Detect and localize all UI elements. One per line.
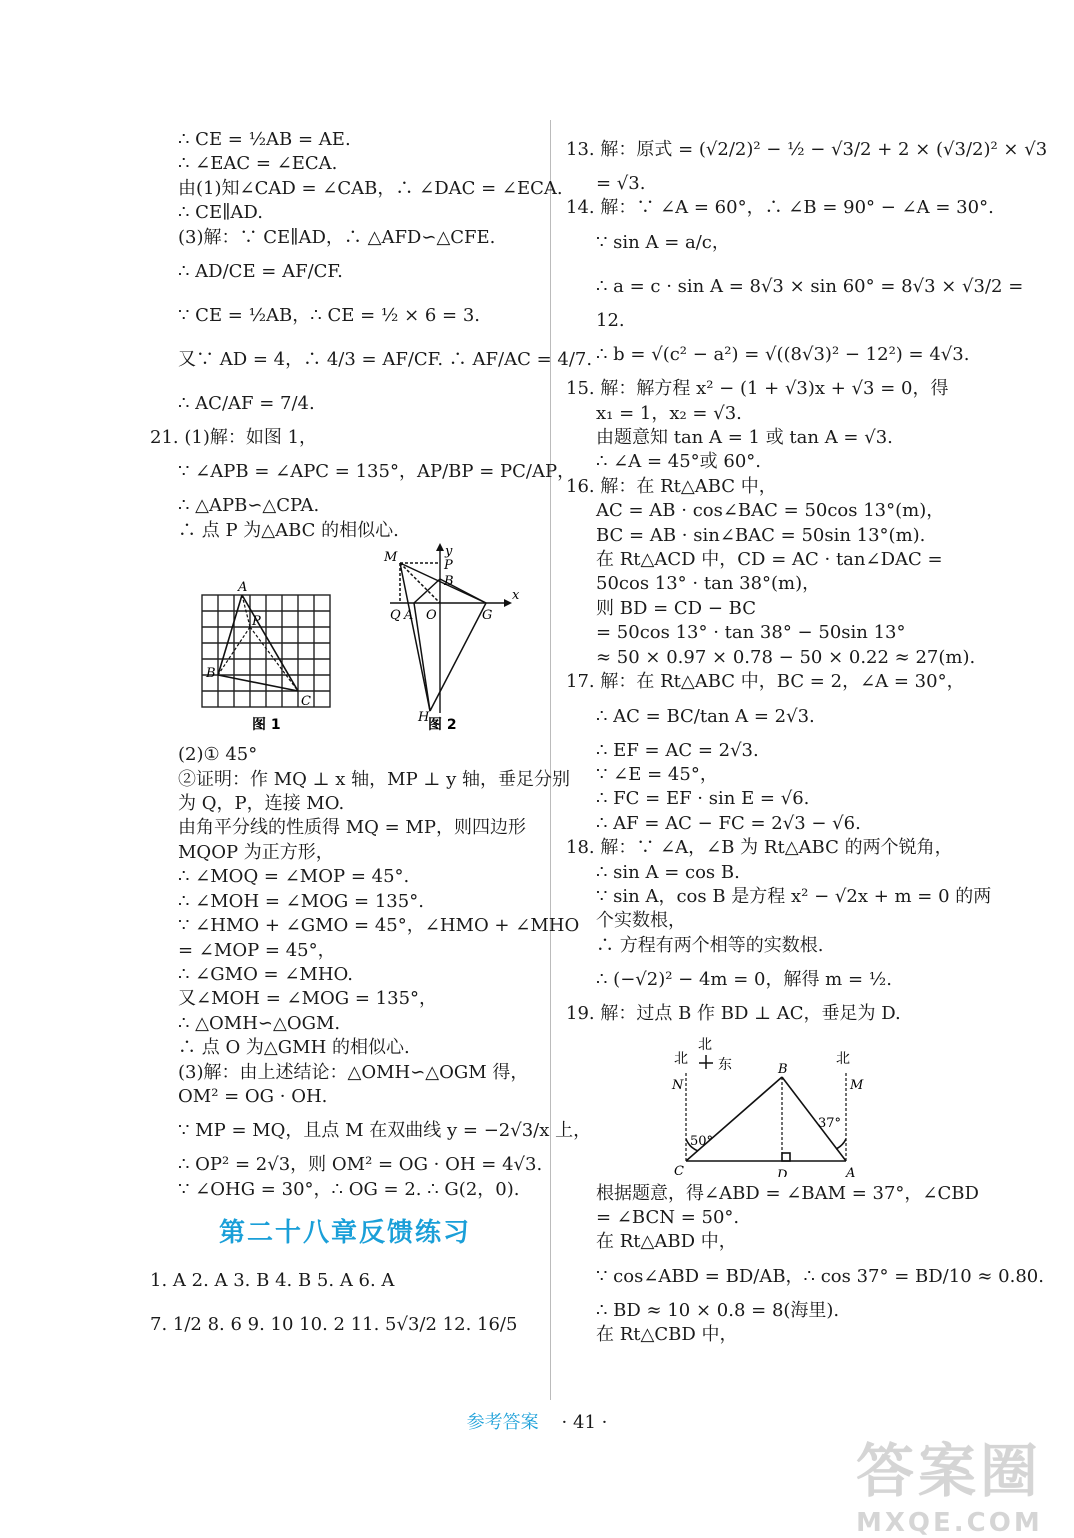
text-line: 为 Q，P，连接 MO.	[178, 793, 345, 815]
label-M3: M	[850, 1077, 864, 1093]
text-line: 又∠MOH = ∠MOG = 135°，	[178, 988, 438, 1010]
text-line: ∴ ∠MOH = ∠MOG = 135°.	[178, 890, 424, 912]
label-Q: Q	[390, 608, 401, 624]
figure-1	[202, 580, 330, 709]
text-line: ∵ ∠OHG = 30°，∴ OG = 2. ∴ G(2，0).	[178, 1178, 520, 1200]
watermark-url: MXQE.COM	[856, 1508, 1043, 1538]
text-line: (2)① 45°	[178, 744, 258, 766]
figure-1-and-2	[150, 543, 540, 743]
text-line: = √3.	[596, 173, 646, 194]
angle-50: 50°	[690, 1133, 714, 1149]
figure-2	[383, 543, 520, 725]
text-line: 由角平分线的性质得 MQ = MP，则四边形	[178, 817, 526, 839]
text-line: ∵ ∠HMO + ∠GMO = 45°，∠HMO + ∠MHO	[178, 915, 580, 937]
right-column	[566, 128, 1048, 1348]
text-line: ∴ ∠GMO = ∠MHO.	[178, 963, 353, 985]
question-16: 16. 解：在 Rt△ABC 中，	[566, 475, 777, 497]
text-line: 由(1)知∠CAD = ∠CAB，∴ ∠DAC = ∠ECA.	[178, 177, 563, 199]
compass-east: 东	[718, 1056, 732, 1073]
figure-2-caption: 图 2	[428, 717, 457, 734]
text-line: 在 Rt△CBD 中，	[596, 1324, 738, 1346]
text-line: ∴ ∠EAC = ∠ECA.	[178, 153, 338, 175]
text-line: ∴ 方程有两个相等的实数根.	[596, 934, 824, 956]
text-line: 在 Rt△ACD 中，CD = AC · tan∠DAC =	[596, 549, 943, 571]
text-line: ∵ cos∠ABD = BD/AB，∴ cos 37° = BD/10 ≈ 0.80.	[596, 1265, 1044, 1287]
text-line: ∴ 点 P 为△ABC 的相似心.	[178, 519, 399, 541]
text-line: ≈ 50 × 0.97 × 0.78 − 50 × 0.22 ≈ 27(m).	[596, 646, 976, 668]
label-N: N	[672, 1077, 684, 1093]
answer-row: 1. A 2. A 3. B 4. B 5. A 6. A	[150, 1270, 395, 1292]
north-left-label: 北	[674, 1050, 688, 1067]
figure-1-caption: 图 1	[252, 717, 281, 734]
text-line: x₁ = 1，x₂ = √3.	[596, 402, 742, 424]
text-line: MQOP 为正方形，	[178, 841, 334, 863]
text-line: ∴ (−√2)² − 4m = 0，解得 m = ½.	[596, 969, 892, 991]
label-G: G	[482, 608, 493, 624]
label-H: H	[418, 710, 430, 726]
text-line: AC = AB · cos∠BAC = 50cos 13°(m)，	[596, 500, 945, 522]
text-line: 50cos 13° · tan 38°(m)，	[596, 573, 821, 595]
text-line: ∴ a = c · sin A = 8√3 × sin 60° = 8√3 × √3/2 =	[596, 275, 1024, 297]
label-P2: P	[444, 558, 453, 574]
text-line: ∵ MP = MQ，且点 M 在双曲线 y = −2√3/x 上，	[178, 1120, 592, 1142]
text-line: ∴ AD/CE = AF/CF.	[178, 261, 343, 283]
text-line: 则 BD = CD − BC	[596, 597, 756, 619]
compass-north: 北	[698, 1036, 712, 1053]
watermark-logo: 答案圈	[856, 1437, 1043, 1505]
text-line: ∴ 点 O 为△GMH 的相似心.	[178, 1037, 410, 1059]
text-line: 由题意知 tan A = 1 或 tan A = √3.	[596, 427, 893, 449]
text-line: ∴ BD ≈ 10 × 0.8 = 8(海里).	[596, 1299, 840, 1321]
question-15: 15. 解：解方程 x² − (1 + √3)x + √3 = 0，得	[566, 378, 949, 400]
text-line: ∵ ∠E = 45°，	[596, 763, 718, 785]
question-21: 21. (1)解：如图 1，	[150, 427, 318, 449]
label-C3: C	[674, 1163, 684, 1177]
figures-row	[150, 543, 540, 743]
text-line: ∴ EF = AC = 2√3.	[596, 739, 759, 761]
label-A3: A	[846, 1165, 856, 1177]
question-19: 19. 解：过点 B 作 BD ⊥ AC，垂足为 D.	[566, 1003, 901, 1025]
label-B: B	[206, 666, 216, 682]
text-line: 12.	[596, 309, 625, 331]
answer-row: 7. 1/2 8. 6 9. 10 10. 2 11. 5√3/2 12. 16/5	[150, 1314, 518, 1336]
label-x: x	[512, 588, 520, 604]
label-A: A	[238, 580, 248, 596]
angle-37: 37°	[818, 1115, 842, 1131]
text-line: ∴ FC = EF · sin E = √6.	[596, 788, 810, 810]
text-line: (3)解：∵ CE∥AD，∴ △AFD∽△CFE.	[178, 226, 496, 248]
text-line: ∴ ∠MOQ = ∠MOP = 45°.	[178, 866, 410, 888]
text-line: ∵ sin A，cos B 是方程 x² − √2x + m = 0 的两	[596, 885, 992, 907]
text-line: ②证明：作 MQ ⊥ x 轴，MP ⊥ y 轴，垂足分别	[178, 768, 570, 790]
text-line: 又∵ AD = 4，∴ 4/3 = AF/CF. ∴ AF/AC = 4/7.	[178, 349, 593, 371]
text-line: = ∠BCN = 50°.	[596, 1206, 740, 1228]
label-P: P	[252, 614, 261, 630]
text-line: ∴ sin A = cos B.	[596, 861, 740, 883]
text-line: ∴ OP² = 2√3，则 OM² = OG · OH = 4√3.	[178, 1154, 543, 1176]
text-line: = ∠MOP = 45°，	[178, 939, 336, 961]
text-line: 个实数根，	[596, 910, 686, 932]
label-O: O	[426, 608, 437, 624]
text-line: ∵ CE = ½AB，∴ CE = ½ × 6 = 3.	[178, 305, 481, 327]
question-13: 13. 解：原式 = (√2/2)² − ½ − √3/2 + 2 × (√3/2)² × √3	[566, 139, 1048, 160]
page-number: · 41 ·	[561, 1412, 608, 1433]
text-line: OM² = OG · OH.	[178, 1085, 328, 1107]
footer-label: 参考答案	[466, 1412, 539, 1433]
label-B3: B	[778, 1061, 788, 1077]
text-line: ∴ AC = BC/tan A = 2√3.	[596, 705, 815, 727]
column-divider	[550, 120, 551, 1400]
section-title: 第二十八章反馈练习	[218, 1218, 471, 1249]
text-line: = 50cos 13° · tan 38° − 50sin 13°	[596, 622, 906, 644]
text-line: ∴ CE = ½AB = AE.	[178, 129, 351, 150]
text-line: ∵ ∠APB = ∠APC = 135°，AP/BP = PC/AP，	[178, 461, 576, 483]
north-right-label: 北	[836, 1050, 850, 1067]
text-line: 在 Rt△ABD 中，	[596, 1231, 737, 1253]
text-line: ∴ CE∥AD.	[178, 202, 263, 224]
text-line: ∵ sin A = a/c，	[596, 231, 730, 253]
text-line: ∴ ∠A = 45°或 60°.	[596, 451, 762, 473]
text-line: 根据题意，得∠ABD = ∠BAM = 37°，∠CBD	[596, 1182, 979, 1204]
figure-3-bearing	[566, 1027, 966, 1177]
text-line: ∴ AF = AC − FC = 2√3 − √6.	[596, 812, 861, 834]
label-C: C	[301, 694, 311, 710]
question-18: 18. 解：∵ ∠A，∠B 为 Rt△ABC 的两个锐角，	[566, 837, 953, 859]
left-column	[150, 128, 593, 1347]
watermark	[856, 1424, 1056, 1538]
label-A2: A	[404, 608, 414, 624]
label-B2: B	[444, 574, 454, 590]
text-line: (3)解：由上述结论：△OMH∽△OGM 得，	[178, 1061, 529, 1083]
text-line: ∴ △APB∽△CPA.	[178, 495, 320, 517]
question-17: 17. 解：在 Rt△ABC 中，BC = 2，∠A = 30°，	[566, 671, 965, 693]
text-line: ∴ b = √(c² − a²) = √((8√3)² − 12²) = 4√3.	[596, 344, 970, 366]
label-y: y	[445, 544, 453, 560]
label-D3: D	[777, 1167, 788, 1177]
text-line: BC = AB · sin∠BAC = 50sin 13°(m).	[596, 524, 926, 546]
text-line: ∴ △OMH∽△OGM.	[178, 1012, 341, 1034]
text-line: ∴ AC/AF = 7/4.	[178, 393, 315, 415]
label-M: M	[384, 550, 398, 566]
question-14: 14. 解：∵ ∠A = 60°，∴ ∠B = 90° − ∠A = 30°.	[566, 197, 994, 219]
